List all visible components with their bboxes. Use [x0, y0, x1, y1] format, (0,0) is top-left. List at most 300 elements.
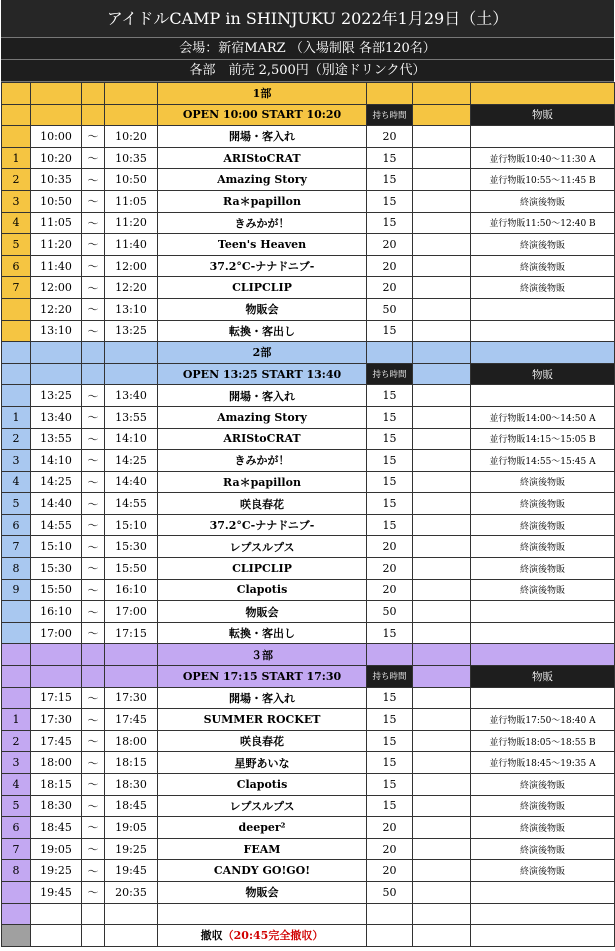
blank-cell — [413, 298, 471, 320]
blank-cell — [105, 666, 158, 688]
slot-number: 6 — [2, 514, 31, 536]
duration: 15 — [367, 752, 413, 774]
slot-number — [2, 622, 31, 644]
performer-name: レプスルプス — [158, 536, 367, 558]
blank-cell — [413, 860, 471, 882]
schedule-row — [2, 881, 615, 903]
duration: 15 — [367, 774, 413, 796]
blank-cell — [413, 428, 471, 450]
tilde: 〜 — [82, 795, 105, 817]
duration: 15 — [367, 622, 413, 644]
blank-cell — [413, 83, 471, 105]
blank-cell — [105, 903, 158, 925]
tilde: 〜 — [82, 817, 105, 839]
blank-cell — [413, 255, 471, 277]
merch-info: 終演後物販 — [471, 514, 615, 536]
start-time: 15:50 — [31, 579, 82, 601]
merch-info: 並行物販17:50〜18:40 A — [471, 709, 615, 731]
blank-cell — [413, 687, 471, 709]
slot-number: 5 — [2, 795, 31, 817]
end-time: 14:25 — [105, 450, 158, 472]
schedule-row — [2, 406, 615, 428]
start-time: 17:45 — [31, 730, 82, 752]
blank-cell — [413, 277, 471, 299]
blank-cell — [413, 709, 471, 731]
end-time: 12:20 — [105, 277, 158, 299]
end-time: 18:15 — [105, 752, 158, 774]
performer-name: レプスルプス — [158, 795, 367, 817]
duration: 15 — [367, 514, 413, 536]
start-time: 12:20 — [31, 298, 82, 320]
ticket-price: 各部 前売 2,500円（別途ドリンク代） — [1, 60, 614, 82]
tilde: 〜 — [82, 169, 105, 191]
slot-number: 1 — [2, 147, 31, 169]
teardown-label: 撤収 — [200, 929, 223, 943]
tilde: 〜 — [82, 277, 105, 299]
tilde: 〜 — [82, 601, 105, 623]
performer-name: 開場・客入れ — [158, 687, 367, 709]
performer-name: Clapotis — [158, 774, 367, 796]
tilde: 〜 — [82, 881, 105, 903]
blank-cell — [82, 363, 105, 385]
duration: 20 — [367, 255, 413, 277]
blank-cell — [31, 925, 82, 947]
blank-cell — [82, 666, 105, 688]
performer-name: 開場・客入れ — [158, 126, 367, 148]
tilde: 〜 — [82, 234, 105, 256]
performer-name: 咲良春花 — [158, 493, 367, 515]
blank-cell — [413, 536, 471, 558]
merch-header: 物販 — [471, 666, 615, 688]
blank-cell — [105, 104, 158, 126]
duration: 20 — [367, 536, 413, 558]
end-time: 14:55 — [105, 493, 158, 515]
slot-number: 7 — [2, 536, 31, 558]
slot-number: 6 — [2, 255, 31, 277]
blank-cell — [367, 925, 413, 947]
performer-name: CLIPCLIP — [158, 277, 367, 299]
blank-cell — [82, 83, 105, 105]
schedule-row — [2, 428, 615, 450]
blank-cell — [82, 925, 105, 947]
blank-cell — [367, 83, 413, 105]
blank-cell — [413, 579, 471, 601]
start-time: 15:10 — [31, 536, 82, 558]
schedule-row — [2, 320, 615, 342]
slot-number — [2, 687, 31, 709]
end-time: 15:50 — [105, 558, 158, 580]
schedule-row — [2, 255, 615, 277]
merch-info: 並行物販18:45〜19:35 A — [471, 752, 615, 774]
duration: 20 — [367, 234, 413, 256]
schedule-row — [2, 709, 615, 731]
slot-number: 2 — [2, 730, 31, 752]
end-time: 11:05 — [105, 190, 158, 212]
end-time: 17:15 — [105, 622, 158, 644]
start-time: 16:10 — [31, 601, 82, 623]
blank-cell — [471, 644, 615, 666]
venue-info: 会場：新宿MARZ （入場制限 各部120名） — [1, 38, 614, 60]
schedule-row — [2, 860, 615, 882]
tilde: 〜 — [82, 687, 105, 709]
slot-number: 1 — [2, 406, 31, 428]
schedule-row — [2, 622, 615, 644]
end-time: 10:35 — [105, 147, 158, 169]
schedule-row — [2, 493, 615, 515]
merch-header: 物販 — [471, 363, 615, 385]
duration: 50 — [367, 298, 413, 320]
section-color-cell — [2, 342, 31, 364]
blank-cell — [471, 83, 615, 105]
blank-cell — [413, 795, 471, 817]
start-time: 19:45 — [31, 881, 82, 903]
end-time: 12:00 — [105, 255, 158, 277]
performer-name: Clapotis — [158, 579, 367, 601]
tilde: 〜 — [82, 298, 105, 320]
performer-name: deeper² — [158, 817, 367, 839]
start-time: 18:00 — [31, 752, 82, 774]
schedule-row — [2, 126, 615, 148]
duration: 15 — [367, 385, 413, 407]
start-time: 14:25 — [31, 471, 82, 493]
blank-cell — [413, 622, 471, 644]
tilde: 〜 — [82, 450, 105, 472]
merch-info: 並行物販18:05〜18:55 B — [471, 730, 615, 752]
blank-cell — [413, 514, 471, 536]
slot-number — [2, 320, 31, 342]
performer-name: 咲良春花 — [158, 730, 367, 752]
end-time: 18:30 — [105, 774, 158, 796]
merch-info: 終演後物販 — [471, 795, 615, 817]
performer-name: ARIStoCRAT — [158, 428, 367, 450]
tilde: 〜 — [82, 255, 105, 277]
open-start-time: OPEN 13:25 START 13:40 — [158, 363, 367, 385]
merch-info — [471, 298, 615, 320]
start-time: 11:05 — [31, 212, 82, 234]
slot-number: 3 — [2, 190, 31, 212]
performer-name: 星野あいな — [158, 752, 367, 774]
duration: 15 — [367, 169, 413, 191]
end-time: 11:20 — [105, 212, 158, 234]
performer-name: Teen's Heaven — [158, 234, 367, 256]
schedule-row — [2, 190, 615, 212]
tilde: 〜 — [82, 385, 105, 407]
duration: 20 — [367, 126, 413, 148]
merch-info: 並行物販11:50〜12:40 B — [471, 212, 615, 234]
end-time: 13:40 — [105, 385, 158, 407]
duration: 15 — [367, 428, 413, 450]
schedule-row — [2, 838, 615, 860]
merch-info — [471, 385, 615, 407]
blank-cell — [413, 666, 471, 688]
merch-info: 終演後物販 — [471, 493, 615, 515]
merch-info — [471, 320, 615, 342]
wait-time-header: 持ち時間 — [367, 363, 413, 385]
start-time: 10:00 — [31, 126, 82, 148]
end-time: 11:40 — [105, 234, 158, 256]
duration: 20 — [367, 579, 413, 601]
blank-cell — [31, 666, 82, 688]
blank-cell — [413, 385, 471, 407]
tilde: 〜 — [82, 190, 105, 212]
event-title: アイドルCAMP in SHINJUKU 2022年1月29日（土） — [1, 0, 614, 38]
tilde: 〜 — [82, 579, 105, 601]
duration: 15 — [367, 709, 413, 731]
schedule-row — [2, 730, 615, 752]
blank-cell — [471, 342, 615, 364]
start-time: 18:45 — [31, 817, 82, 839]
slot-number: 7 — [2, 838, 31, 860]
slot-number: 3 — [2, 450, 31, 472]
section-title-row — [2, 83, 615, 105]
start-time: 10:35 — [31, 169, 82, 191]
blank-cell — [413, 212, 471, 234]
duration: 20 — [367, 558, 413, 580]
blank-cell — [413, 817, 471, 839]
performer-name: きみかが！ — [158, 450, 367, 472]
end-time: 17:45 — [105, 709, 158, 731]
merch-info: 終演後物販 — [471, 255, 615, 277]
end-time: 20:35 — [105, 881, 158, 903]
blank-cell — [413, 601, 471, 623]
tilde: 〜 — [82, 471, 105, 493]
blank-cell — [82, 104, 105, 126]
section-color-cell — [2, 644, 31, 666]
performer-name: 物販会 — [158, 881, 367, 903]
schedule-row — [2, 536, 615, 558]
blank-cell — [31, 644, 82, 666]
start-time: 13:55 — [31, 428, 82, 450]
duration: 15 — [367, 471, 413, 493]
performer-name: CANDY GO!GO! — [158, 860, 367, 882]
duration: 15 — [367, 320, 413, 342]
tilde: 〜 — [82, 514, 105, 536]
section-color-cell — [2, 363, 31, 385]
performer-name: Ra＊papillon — [158, 190, 367, 212]
end-time: 19:45 — [105, 860, 158, 882]
start-time: 14:10 — [31, 450, 82, 472]
blank-cell — [413, 363, 471, 385]
merch-info — [471, 601, 615, 623]
blank-cell — [31, 83, 82, 105]
performer-name: 37.2°C-ナナドニブ- — [158, 514, 367, 536]
tilde: 〜 — [82, 774, 105, 796]
start-time: 17:00 — [31, 622, 82, 644]
duration: 15 — [367, 795, 413, 817]
schedule-row — [2, 212, 615, 234]
merch-info: 終演後物販 — [471, 234, 615, 256]
timetable-sheet — [1, 0, 614, 947]
start-time: 13:10 — [31, 320, 82, 342]
tilde: 〜 — [82, 752, 105, 774]
section-color-cell — [2, 666, 31, 688]
end-time: 19:25 — [105, 838, 158, 860]
blank-cell — [413, 169, 471, 191]
tilde: 〜 — [82, 126, 105, 148]
teardown-cell — [158, 925, 367, 947]
section-title-row — [2, 342, 615, 364]
performer-name: Ra＊papillon — [158, 471, 367, 493]
merch-info: 終演後物販 — [471, 190, 615, 212]
teardown-note: （20:45完全撤収） — [222, 929, 324, 943]
merch-info: 終演後物販 — [471, 838, 615, 860]
teardown-row — [2, 925, 615, 947]
section-title-row — [2, 644, 615, 666]
blank-cell — [413, 493, 471, 515]
blank-cell — [413, 406, 471, 428]
tilde: 〜 — [82, 558, 105, 580]
start-time: 18:30 — [31, 795, 82, 817]
blank-cell — [82, 342, 105, 364]
duration: 15 — [367, 212, 413, 234]
merch-info — [471, 622, 615, 644]
section-color-cell — [2, 104, 31, 126]
merch-info: 並行物販14:00〜14:50 A — [471, 406, 615, 428]
duration: 50 — [367, 601, 413, 623]
start-time: 11:20 — [31, 234, 82, 256]
schedule-row — [2, 450, 615, 472]
start-time: 14:55 — [31, 514, 82, 536]
slot-number: 4 — [2, 471, 31, 493]
performer-name: Amazing Story — [158, 406, 367, 428]
merch-info: 並行物販14:55〜15:45 A — [471, 450, 615, 472]
schedule-row — [2, 277, 615, 299]
duration: 15 — [367, 450, 413, 472]
schedule-row — [2, 147, 615, 169]
end-time: 10:50 — [105, 169, 158, 191]
slot-number: 2 — [2, 428, 31, 450]
blank-cell — [105, 342, 158, 364]
duration: 20 — [367, 838, 413, 860]
tilde: 〜 — [82, 536, 105, 558]
blank-cell — [413, 644, 471, 666]
merch-info: 終演後物販 — [471, 471, 615, 493]
merch-info — [471, 126, 615, 148]
blank-cell — [367, 342, 413, 364]
blank-cell — [413, 190, 471, 212]
duration: 20 — [367, 817, 413, 839]
schedule-row — [2, 169, 615, 191]
performer-name: FEAM — [158, 838, 367, 860]
slot-number: 4 — [2, 212, 31, 234]
blank-cell — [413, 320, 471, 342]
blank-cell — [413, 104, 471, 126]
blank-cell — [471, 903, 615, 925]
slot-number: 3 — [2, 752, 31, 774]
performer-name: 物販会 — [158, 298, 367, 320]
schedule-row — [2, 298, 615, 320]
schedule-row — [2, 817, 615, 839]
start-time: 17:30 — [31, 709, 82, 731]
slot-number: 7 — [2, 277, 31, 299]
end-time: 13:25 — [105, 320, 158, 342]
duration: 15 — [367, 406, 413, 428]
merch-info: 終演後物販 — [471, 817, 615, 839]
section-title: ３部 — [158, 644, 367, 666]
end-time: 16:10 — [105, 579, 158, 601]
section-color-cell — [2, 903, 31, 925]
performer-name: 転換・客出し — [158, 320, 367, 342]
blank-cell — [82, 903, 105, 925]
blank-cell — [367, 903, 413, 925]
open-start-row — [2, 104, 615, 126]
blank-cell — [413, 147, 471, 169]
end-time: 13:10 — [105, 298, 158, 320]
performer-name: 37.2°C-ナナドニブ- — [158, 255, 367, 277]
open-start-time: OPEN 17:15 START 17:30 — [158, 666, 367, 688]
schedule-row — [2, 514, 615, 536]
timetable — [1, 82, 615, 947]
blank-cell — [413, 925, 471, 947]
blank-cell — [413, 881, 471, 903]
start-time: 17:15 — [31, 687, 82, 709]
schedule-row — [2, 471, 615, 493]
end-time: 10:20 — [105, 126, 158, 148]
tilde: 〜 — [82, 320, 105, 342]
blank-cell — [413, 234, 471, 256]
performer-name: 開場・客入れ — [158, 385, 367, 407]
section-title: 2部 — [158, 342, 367, 364]
tilde: 〜 — [82, 730, 105, 752]
tilde: 〜 — [82, 860, 105, 882]
start-time: 11:40 — [31, 255, 82, 277]
schedule-row — [2, 774, 615, 796]
blank-cell — [413, 730, 471, 752]
section-color-cell — [2, 83, 31, 105]
tilde: 〜 — [82, 147, 105, 169]
merch-info: 終演後物販 — [471, 536, 615, 558]
slot-number: 5 — [2, 234, 31, 256]
slot-number — [2, 881, 31, 903]
blank-cell — [105, 363, 158, 385]
end-time: 17:00 — [105, 601, 158, 623]
start-time: 10:20 — [31, 147, 82, 169]
merch-info: 終演後物販 — [471, 579, 615, 601]
blank-cell — [31, 104, 82, 126]
open-start-row — [2, 363, 615, 385]
tilde: 〜 — [82, 622, 105, 644]
schedule-row — [2, 558, 615, 580]
slot-number: 5 — [2, 493, 31, 515]
duration: 15 — [367, 147, 413, 169]
schedule-row — [2, 601, 615, 623]
performer-name: ARIStoCRAT — [158, 147, 367, 169]
start-time: 19:25 — [31, 860, 82, 882]
blank-cell — [31, 342, 82, 364]
slot-number — [2, 126, 31, 148]
slot-number: 8 — [2, 558, 31, 580]
blank-cell — [413, 752, 471, 774]
blank-cell — [413, 838, 471, 860]
slot-number — [2, 601, 31, 623]
blank-cell — [413, 342, 471, 364]
merch-info — [471, 881, 615, 903]
duration: 15 — [367, 730, 413, 752]
slot-number — [2, 298, 31, 320]
start-time: 19:05 — [31, 838, 82, 860]
slot-number: 2 — [2, 169, 31, 191]
merch-info: 並行物販14:15〜15:05 B — [471, 428, 615, 450]
duration: 20 — [367, 277, 413, 299]
end-time: 13:55 — [105, 406, 158, 428]
open-start-row — [2, 666, 615, 688]
blank-cell — [82, 644, 105, 666]
blank-cell — [413, 471, 471, 493]
end-time: 14:10 — [105, 428, 158, 450]
performer-name: 物販会 — [158, 601, 367, 623]
start-time: 12:00 — [31, 277, 82, 299]
blank-cell — [413, 450, 471, 472]
